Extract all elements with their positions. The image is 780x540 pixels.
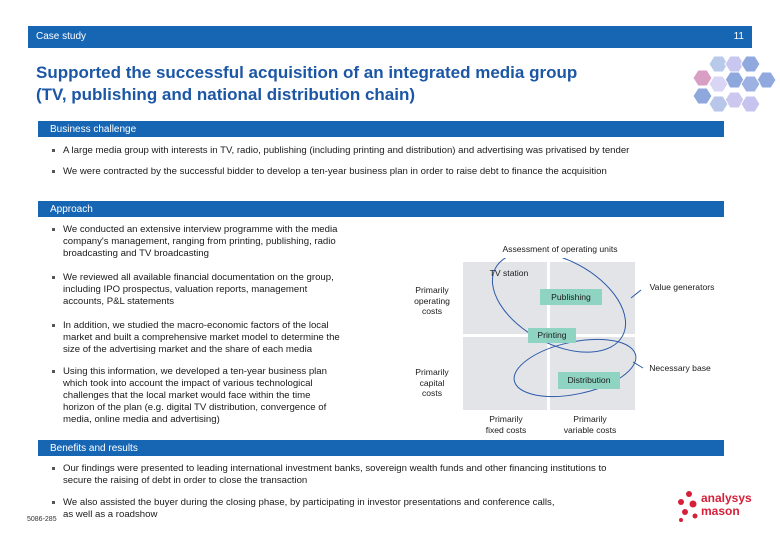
bullet-icon bbox=[52, 276, 55, 279]
bullet-icon bbox=[52, 467, 55, 470]
list-item: Our findings were presented to leading international investment banks, sovereign wealth funds and other financing institutions to secure the raising of debt in order to close the transaction bbox=[52, 463, 712, 487]
unit-publishing: Publishing bbox=[540, 289, 602, 305]
list-item: We also assisted the buyer during the closing phase, by participating in investor presentations and conference calls, as well as a roadshow bbox=[52, 497, 672, 521]
bullet-icon bbox=[52, 228, 55, 231]
benefits-header: Benefits and results bbox=[38, 440, 724, 456]
hexagon-decoration-icon bbox=[692, 54, 776, 118]
header-bar bbox=[28, 26, 752, 48]
list-item: Using this information, we developed a ten-year business plan which took into account the impact of various technological challenges that the local market would face within the time horizon of the plan (e.g. digital TV distribution, convergence of media, online media and advertising) bbox=[52, 366, 327, 426]
bullet-icon bbox=[52, 370, 55, 373]
label-necessary-base: Necessary base bbox=[649, 363, 711, 373]
bullet-icon bbox=[52, 170, 55, 173]
document-code: 5086-285 bbox=[27, 516, 57, 523]
col-label-fixed-costs: Primarily fixed costs bbox=[485, 414, 527, 435]
col-label-variable-costs: Primarily variable costs bbox=[563, 414, 617, 435]
title-line-1: Supported the successful acquisition of an integrated media group bbox=[36, 63, 578, 82]
bullet-icon bbox=[52, 324, 55, 327]
list-item: We conducted an extensive interview programme with the media company's management, ranging from printing, publishing, radio broadcasting and TV broadcasting bbox=[52, 224, 337, 260]
unit-distribution: Distribution bbox=[558, 372, 620, 389]
analysys-mason-logo bbox=[675, 486, 755, 528]
logo-dots-icon bbox=[675, 490, 701, 526]
business-challenge-header: Business challenge bbox=[38, 121, 724, 137]
approach-header: Approach bbox=[38, 201, 724, 217]
bullet-icon bbox=[52, 501, 55, 504]
label-value-generators: Value generators bbox=[649, 282, 715, 292]
diagram-title: Assessment of operating units bbox=[502, 244, 618, 254]
title-line-2: (TV, publishing and national distribution chain) bbox=[36, 85, 416, 104]
list-item: We were contracted by the successful bidder to develop a ten-year business plan in order to raise debt to finance the acquisition bbox=[52, 166, 732, 178]
list-item: A large media group with interests in TV, radio, publishing (including printing and distribution) and advertising was privatised by tender bbox=[52, 145, 732, 157]
row-label-operating-costs: Primarily operating costs bbox=[414, 285, 450, 316]
unit-tv-station: TV station bbox=[489, 268, 529, 278]
list-item: We reviewed all available financial documentation on the group, including IPO prospectus, valuation reports, management accounts, P&L statements bbox=[52, 272, 334, 308]
page-title bbox=[36, 62, 676, 106]
section-label: Case study bbox=[36, 31, 87, 42]
page-number: 11 bbox=[733, 31, 744, 42]
list-item: In addition, we studied the macro-economic factors of the local market and built a comprehensive market model to determine the size of the advertising market and the share of each media bbox=[52, 320, 340, 356]
unit-printing: Printing bbox=[528, 328, 576, 343]
bullet-icon bbox=[52, 149, 55, 152]
row-label-capital-costs: Primarily capital costs bbox=[415, 367, 449, 398]
value-generators-connector bbox=[631, 290, 641, 298]
logo-wordmark: analysys mason bbox=[701, 491, 752, 518]
